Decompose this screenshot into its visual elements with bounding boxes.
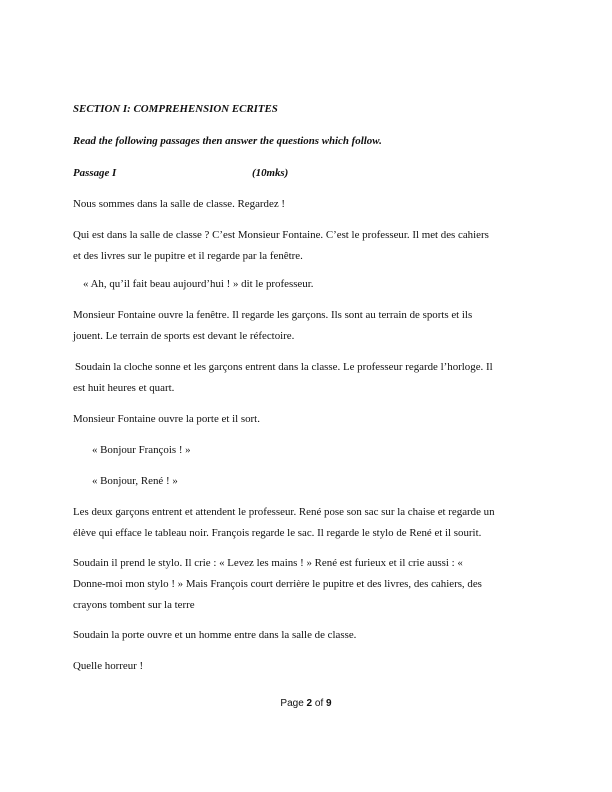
- passage-line: élève qui efface le tableau noir. François regarde le sac. Il regarde le stylo de René et il sourit.: [73, 527, 482, 539]
- passage-line: « Bonjour, René ! »: [92, 475, 178, 487]
- passage-line: Quelle horreur !: [73, 660, 144, 672]
- passage-line: jouent. Le terrain de sports est devant le réfectoire.: [73, 330, 295, 342]
- passage-line: et des livres sur le pupitre et il regarde par la fenêtre.: [73, 250, 303, 262]
- page-word: Page: [280, 698, 304, 709]
- passage-line: crayons tombent sur la terre: [73, 599, 195, 611]
- of-word: of: [314, 698, 324, 709]
- page-footer: [0, 698, 612, 710]
- passage-line: « Bonjour François ! »: [92, 444, 191, 456]
- passage-label: Passage I: [73, 167, 117, 179]
- section-heading: SECTION I: COMPREHENSION ECRITES: [73, 103, 278, 115]
- passage-marks: (10mks): [252, 167, 289, 179]
- passage-line: est huit heures et quart.: [73, 382, 175, 394]
- passage-line: Nous sommes dans la salle de classe. Regardez !: [73, 198, 286, 210]
- passage-line: Qui est dans la salle de classe ? C’est Monsieur Fontaine. C’est le professeur. Il met des cahiers: [73, 229, 489, 241]
- current-page-number: 2: [306, 698, 313, 709]
- passage-line: Monsieur Fontaine ouvre la fenêtre. Il regarde les garçons. Ils sont au terrain de sports et ils: [73, 309, 473, 321]
- passage-line: Soudain la porte ouvre et un homme entre dans la salle de classe.: [73, 629, 357, 641]
- passage-line: Donne-moi mon stylo ! » Mais François court derrière le pupitre et des livres, des cahiers, des: [73, 578, 482, 590]
- passage-line: « Ah, qu’il fait beau aujourd’hui ! » dit le professeur.: [83, 278, 314, 290]
- passage-line: Les deux garçons entrent et attendent le professeur. René pose son sac sur la chaise et regarde un: [73, 506, 495, 518]
- instruction-text: Read the following passages then answer the questions which follow.: [73, 135, 382, 147]
- passage-line: Soudain la cloche sonne et les garçons entrent dans la classe. Le professeur regarde l’horloge. Il: [75, 361, 493, 373]
- total-pages-number: 9: [326, 698, 332, 709]
- passage-line: Monsieur Fontaine ouvre la porte et il sort.: [73, 413, 260, 425]
- passage-line: Soudain il prend le stylo. Il crie : « Levez les mains ! » René est furieux et il crie aussi : «: [73, 557, 463, 569]
